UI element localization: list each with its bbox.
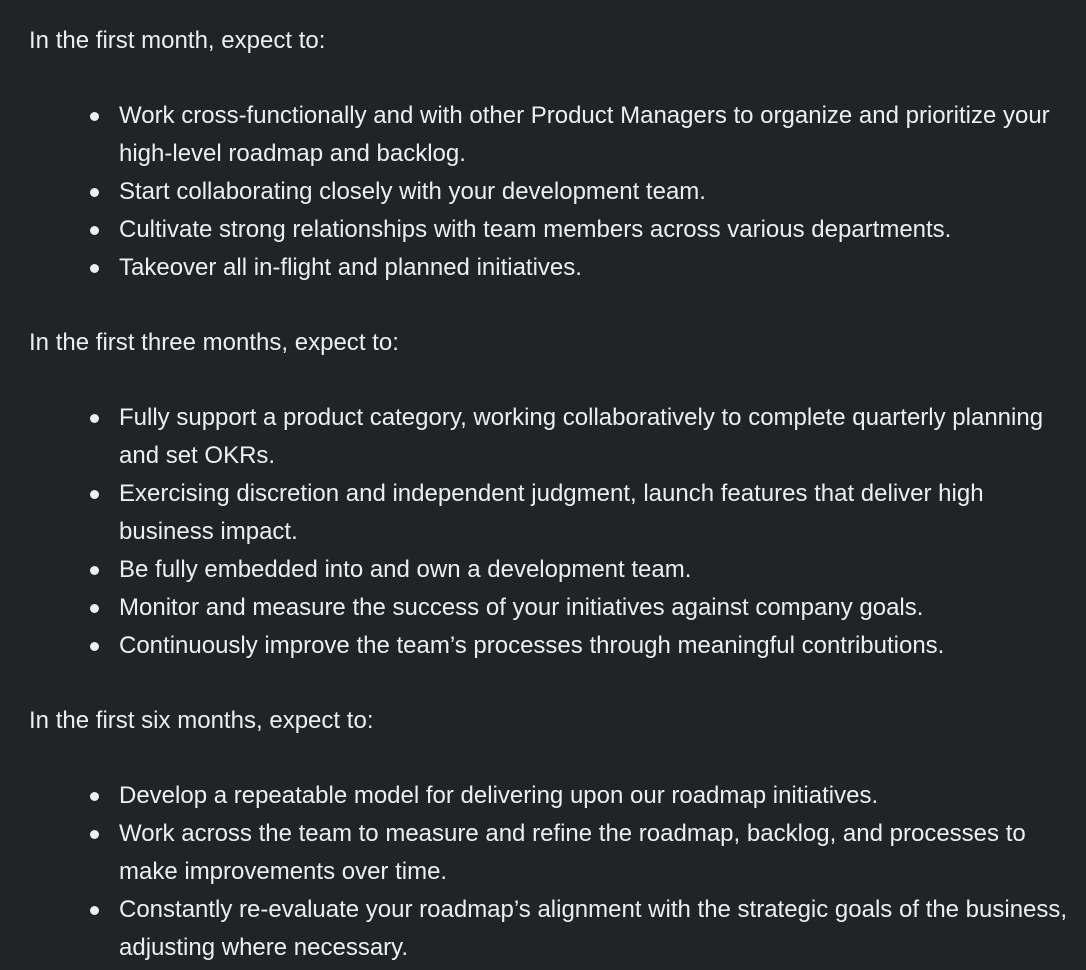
bullet-icon (90, 226, 99, 235)
list-item-text: Be fully embedded into and own a development team. (119, 556, 692, 583)
section-intro-first-month: In the first month, expect to: (29, 27, 326, 54)
bullet-icon (90, 188, 99, 197)
bullet-icon (90, 604, 99, 613)
list-item-text: Start collaborating closely with your development team. (119, 178, 706, 205)
bullet-icon (90, 642, 99, 651)
list-item (90, 399, 1069, 475)
list-item (90, 173, 1069, 211)
list-item-text: Fully support a product category, working collaboratively to complete quarterly planning and set OKRs. (119, 404, 1044, 469)
list-item-text: Continuously improve the team’s processes through meaningful contributions. (119, 632, 945, 659)
bullet-icon (90, 112, 99, 121)
list-item (90, 891, 1069, 967)
bullet-icon (90, 792, 99, 801)
list-item (90, 777, 1069, 815)
section-intro-first-six-months: In the first six months, expect to: (29, 707, 374, 734)
bullet-icon (90, 830, 99, 839)
list-item-text: Monitor and measure the success of your initiatives against company goals. (119, 594, 924, 621)
list-item-text: Cultivate strong relationships with team members across various departments. (119, 216, 952, 243)
list-item-text: Exercising discretion and independent judgment, launch features that deliver high business impact. (119, 480, 984, 545)
list-item (90, 211, 1069, 249)
list-item-text: Work across the team to measure and refine the roadmap, backlog, and processes to make improvements over time. (119, 820, 1026, 885)
bullet-icon (90, 566, 99, 575)
bullet-list-first-six-months (29, 777, 1086, 967)
list-item-text: Takeover all in-flight and planned initiatives. (119, 254, 582, 281)
list-item (90, 551, 1069, 589)
bullet-icon (90, 264, 99, 273)
list-item (90, 589, 1069, 627)
list-item (90, 249, 1069, 287)
bullet-icon (90, 490, 99, 499)
bullet-list-first-three-months (29, 399, 1086, 665)
list-item (90, 97, 1069, 173)
list-item (90, 627, 1069, 665)
list-item-text: Work cross-functionally and with other Product Managers to organize and prioritize your high-level roadmap and backlog. (119, 102, 1050, 167)
list-item-text: Develop a repeatable model for delivering upon our roadmap initiatives. (119, 782, 879, 809)
bullet-icon (90, 906, 99, 915)
section-intro-first-three-months: In the first three months, expect to: (29, 329, 399, 356)
list-item (90, 475, 1069, 551)
bullet-list-first-month (29, 97, 1086, 287)
list-item-text: Constantly re-evaluate your roadmap’s alignment with the strategic goals of the business, adjusting where necessary. (119, 896, 1068, 961)
bullet-icon (90, 414, 99, 423)
list-item (90, 815, 1069, 891)
